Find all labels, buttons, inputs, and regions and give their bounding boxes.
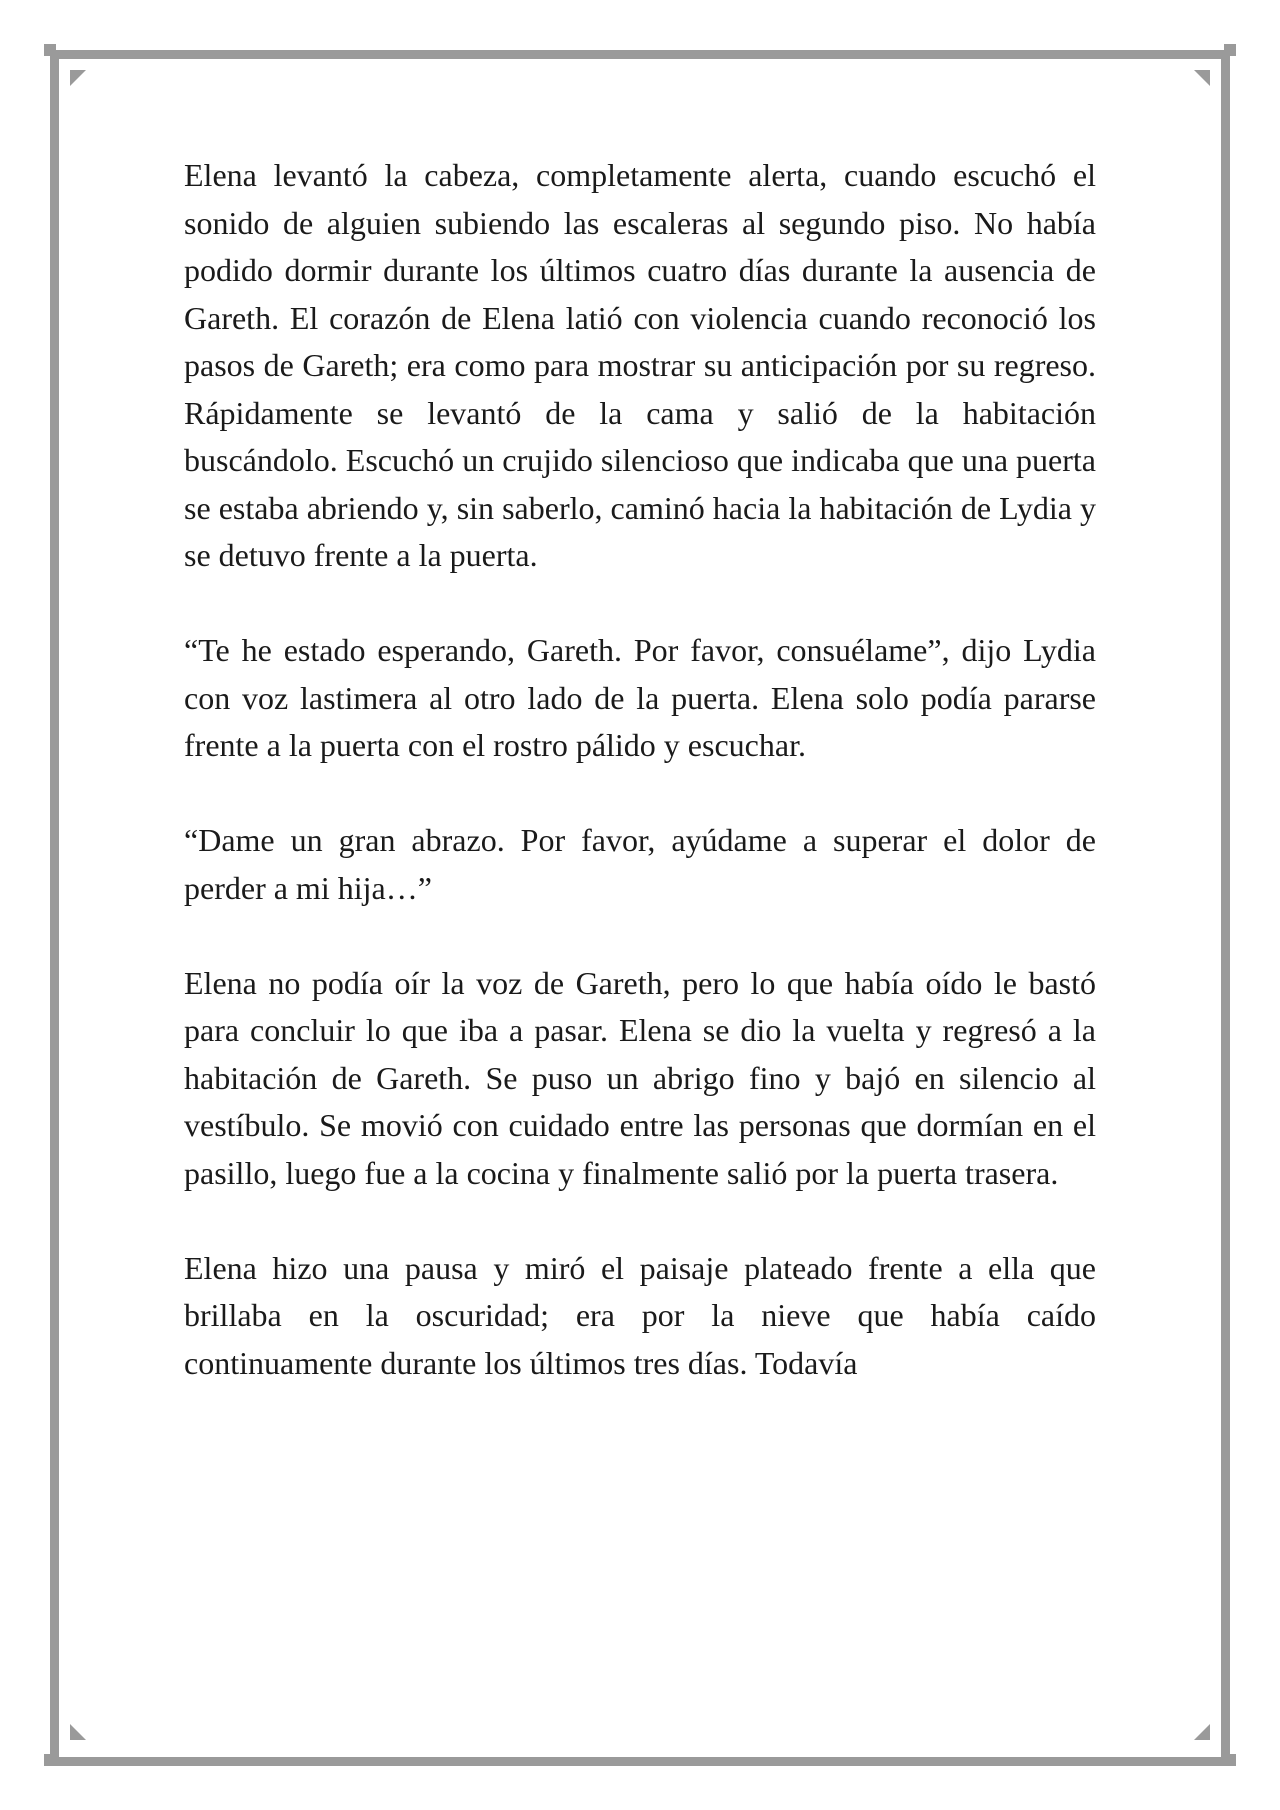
- border-bottom: [56, 1757, 1224, 1766]
- corner-ornament-top-right: [1224, 44, 1236, 56]
- corner-ornament-bottom-left: [44, 1754, 56, 1766]
- paragraph: Elena levantó la cabeza, completamente alerta, cuando escuchó el sonido de alguien subiendo las escaleras al segundo piso. No había podido dormir durante los últimos cuatro días durante la ausencia de Gareth. El corazón de Elena latió con violencia cuando reconoció los pasos de Gareth; era como para mostrar su anticipación por su regreso. Rápidamente se levantó de la cama y salió de la habitación buscándolo. Escuchó un crujido silencioso que indicaba que una puerta se estaba abriendo y, sin saberlo, caminó hacia la habitación de Lydia y se detuvo frente a la puerta.: [184, 157, 1096, 573]
- corner-triangle-top-left: [70, 70, 86, 86]
- paragraph: Elena no podía oír la voz de Gareth, pero lo que había oído le bastó para concluir lo que iba a pasar. Elena se dio la vuelta y regresó a la habitación de Gareth. Se puso un abrigo fino y bajó en silencio al vestíbulo. Se movió con cuidado entre las personas que dormían en el pasillo, luego fue a la cocina y finalmente salió por la puerta trasera.: [184, 964, 1096, 1191]
- paragraph: “Te he estado esperando, Gareth. Por favor, consuélame”, dijo Lydia con voz lastimera al otro lado de la puerta. Elena solo podía pararse frente a la puerta con el rostro pálido y escuchar.: [184, 632, 1096, 763]
- border-right: [1221, 56, 1230, 1762]
- story-text: [184, 152, 1096, 1435]
- corner-triangle-bottom-right: [1194, 1724, 1210, 1740]
- paragraph: “Dame un gran abrazo. Por favor, ayúdame a superar el dolor de perder a mi hija…”: [184, 822, 1096, 906]
- border-top: [56, 50, 1224, 59]
- border-left: [50, 56, 59, 1762]
- paragraph: Elena hizo una pausa y miró el paisaje plateado frente a ella que brillaba en la oscuridad; era por la nieve que había caído continuamente durante los últimos tres días. Todavía: [184, 1249, 1096, 1381]
- corner-triangle-bottom-left: [70, 1724, 86, 1740]
- corner-ornament-bottom-right: [1224, 1754, 1236, 1766]
- corner-triangle-top-right: [1194, 70, 1210, 86]
- corner-ornament-top-left: [44, 44, 56, 56]
